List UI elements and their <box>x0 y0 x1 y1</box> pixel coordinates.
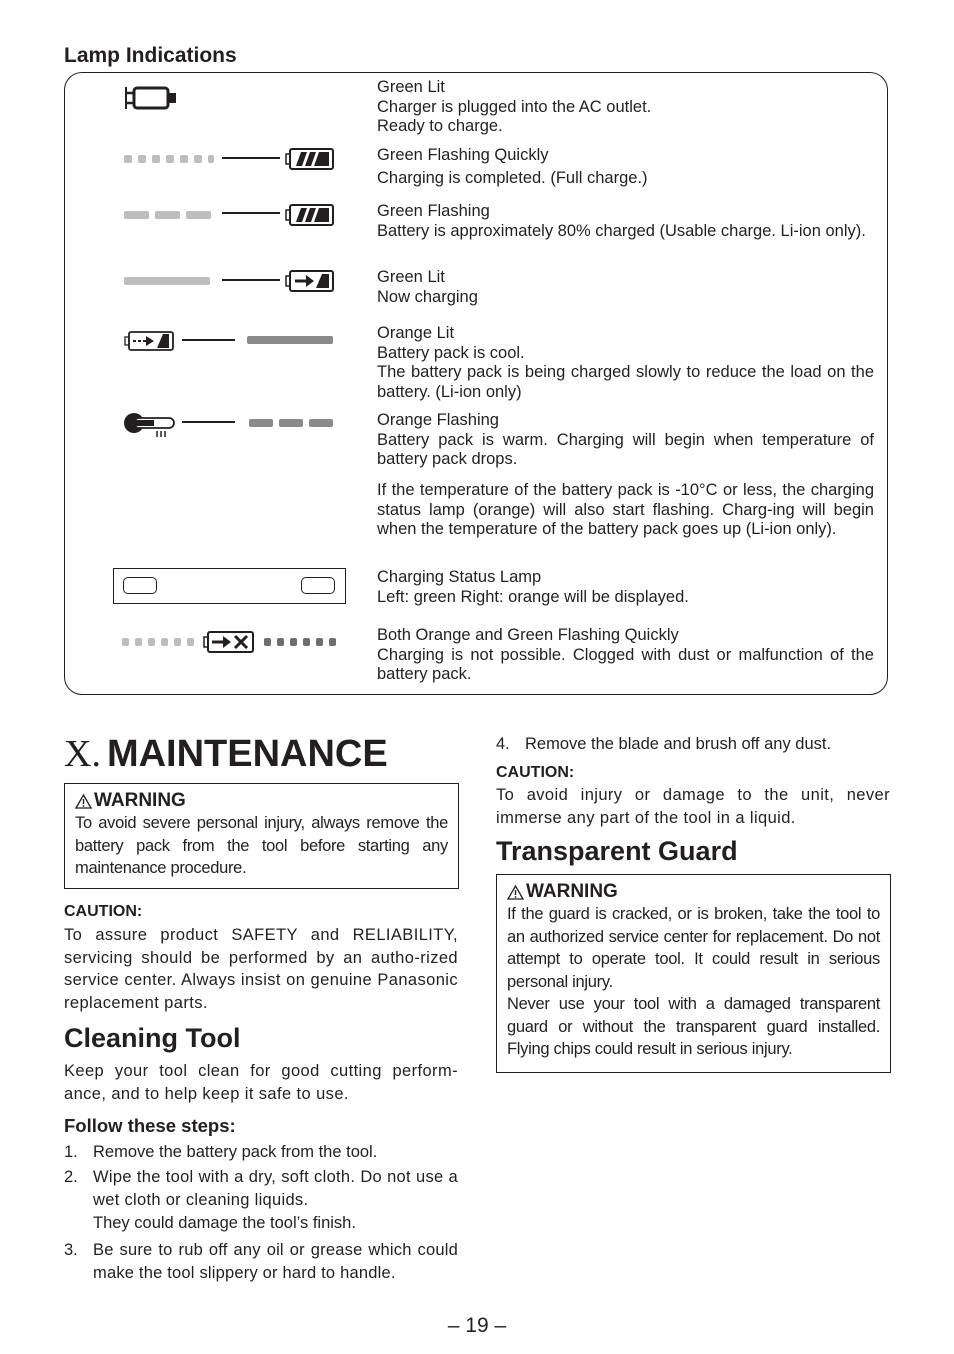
warning-text: Never use your tool with a damaged transparent guard or without the transparent guard installed. Flying chips could result in serious injury. <box>507 995 880 1058</box>
caution-text: To avoid injury or damage to the unit, never immerse any part of the tool in a liquid. <box>496 786 890 827</box>
caution-label: CAUTION: <box>64 903 143 920</box>
lamp-row-cool: Orange Lit Battery pack is cool. The battery pack is being charged slowly to reduce the load on the battery. (Li-ion only) <box>377 324 874 401</box>
orange-lamp <box>301 577 335 594</box>
charging-status-lamp-panel <box>113 568 346 604</box>
guard-warning-box <box>496 874 891 1073</box>
warning-title: WARNING <box>75 790 448 812</box>
lamp-row-not-possible: Both Orange and Green Flashing Quickly Charging is not possible. Clogged with dust or malfunction of the battery pack. <box>377 626 874 683</box>
list-item: 2. Wipe the tool with a dry, soft cloth. Do not use a wet cloth or cleaning liquids. They could damage the tool’s finish. <box>64 1168 458 1232</box>
page-number: – 19 – <box>447 1314 507 1337</box>
cleaning-intro: Keep your tool clean for good cutting perform-ance, and to help keep it safe to use. <box>64 1062 458 1103</box>
lamp-row-temperature-note: If the temperature of the battery pack is -10°C or less, the charging status lamp (orange) will also start flashing. Charg-ing will begin when the temperature of the battery pack goes up (Li-ion only). <box>377 481 874 538</box>
lamp-row-now-charging: Green Lit Now charging <box>377 268 478 306</box>
thermometer-icon <box>122 410 178 440</box>
maintenance-warning-box <box>64 783 459 889</box>
section-title <box>64 732 388 776</box>
connector-line <box>182 421 235 423</box>
list-item: 3. Be sure to rub off any oil or grease which could make the tool slippery or hard to handle. <box>64 1241 458 1282</box>
cleaning-tool-heading: Cleaning Tool <box>64 1023 241 1053</box>
warning-triangle-icon <box>507 885 524 900</box>
steady-indicator <box>124 277 210 285</box>
steps-heading: Follow these steps: <box>64 1115 236 1136</box>
cool-battery-icon <box>124 330 176 352</box>
warning-text: To avoid severe personal injury, always remove the battery pack from the tool before starting any maintenance procedure. <box>75 814 448 877</box>
list-item: 4. Remove the blade and brush off any dust. <box>496 735 832 753</box>
plug-icon <box>124 84 180 112</box>
connector-line <box>222 212 280 214</box>
lamp-row-ready: Green Lit Charger is plugged into the AC outlet. Ready to charge. <box>377 78 652 135</box>
battery-error-icon <box>203 630 255 654</box>
lamp-row-status-lamp: Charging Status Lamp Left: green Right: orange will be displayed. <box>377 568 689 606</box>
lamp-row-full-charge: Green Flashing Quickly Charging is completed. (Full charge.) <box>377 146 648 187</box>
battery-full-icon <box>285 203 335 227</box>
battery-charging-icon <box>285 269 335 293</box>
lamp-row-warm: Orange Flashing Battery pack is warm. Charging will begin when temperature of battery pack drops. <box>377 411 874 468</box>
warning-title: WARNING <box>507 881 880 903</box>
connector-line <box>222 157 280 159</box>
list-item: 1. Remove the battery pack from the tool. <box>64 1143 378 1161</box>
section-title-text: MAINTENANCE <box>106 733 388 775</box>
section-number: X. <box>64 733 101 775</box>
transparent-guard-heading: Transparent Guard <box>496 836 738 866</box>
caution-text: To assure product SAFETY and RELIABILITY, servicing should be performed by an autho-rized service center. Always insist on genuine Panasonic replacement parts. <box>64 926 458 1012</box>
warning-triangle-icon <box>75 794 92 809</box>
lamp-row-80-percent: Green Flashing Battery is approximately 80% charged (Usable charge. Li-ion only). <box>377 202 866 240</box>
connector-line <box>222 279 280 281</box>
lamp-indications-heading: Lamp Indications <box>64 44 237 67</box>
battery-full-icon <box>285 147 335 171</box>
warning-text: If the guard is cracked, or is broken, take the tool to an authorized service center for replacement. Do not attempt to operate tool. It could result in serious personal injury. <box>507 905 880 991</box>
steady-orange-indicator <box>247 336 333 344</box>
connector-line <box>182 339 235 341</box>
green-lamp <box>123 577 157 594</box>
caution-label: CAUTION: <box>496 764 575 781</box>
